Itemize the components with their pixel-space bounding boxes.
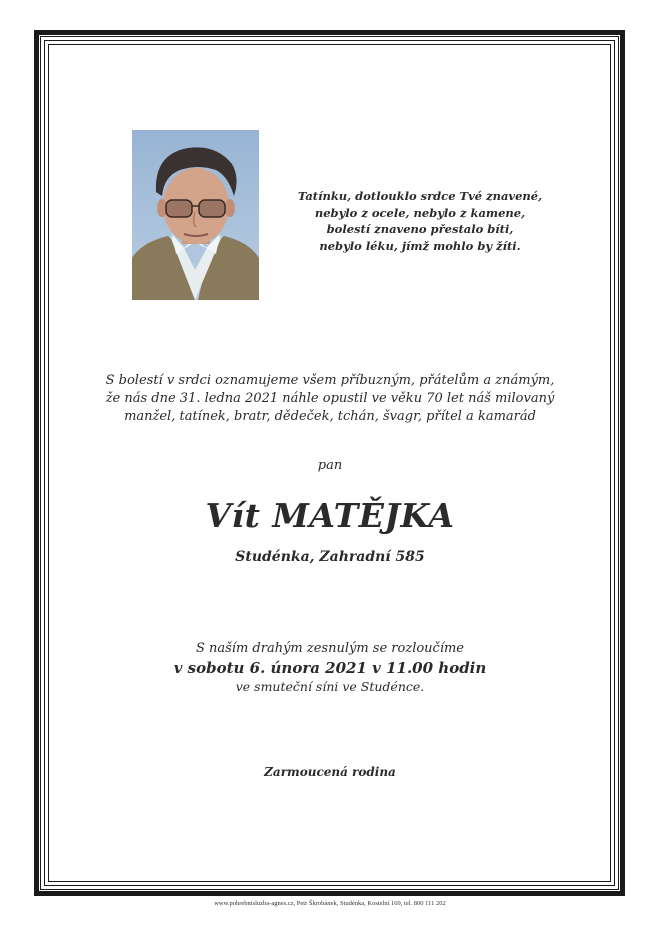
portrait-photo (132, 130, 259, 300)
deceased-name: Vít MATĚJKA (205, 496, 455, 535)
announcement-line: S bolestí v srdci oznamujeme všem příbuzným, přátelům a známým, (105, 373, 555, 388)
verse-line: nebylo z ocele, nebylo z kamene, (314, 205, 526, 220)
announcement-line: manžel, tatínek, bratr, dědeček, tchán, švagr, přítel a kamarád (124, 409, 536, 424)
salutation: pan (317, 458, 343, 473)
farewell-place: ve smuteční síni ve Studénce. (235, 679, 425, 694)
memorial-verse (290, 188, 550, 254)
death-announcement (60, 372, 600, 426)
farewell-intro: S naším drahým zesnulým se rozloučíme (195, 641, 465, 656)
farewell-date-time: v sobotu 6. února 2021 v 11.00 hodin (173, 659, 487, 677)
deceased-address: Studénka, Zahradní 585 (235, 549, 425, 565)
family-signature: Zarmoucená rodina (264, 765, 396, 779)
farewell-details (130, 640, 530, 696)
verse-line: nebylo léku, jímž mohlo by žíti. (319, 238, 521, 253)
verse-line: bolestí znaveno přestalo bíti, (326, 222, 514, 236)
announcement-line: že nás dne 31. ledna 2021 náhle opustil ve věku 70 let náš milovaný (105, 391, 555, 406)
funeral-service-footer: www.pohrebnisluzba-agnes.cz, Petr Škrobánek, Studénka, Kostelní 169, tel. 800 111 202 (214, 900, 446, 907)
verse-line: Tatínku, dotlouklo srdce Tvé znavené, (297, 189, 543, 203)
